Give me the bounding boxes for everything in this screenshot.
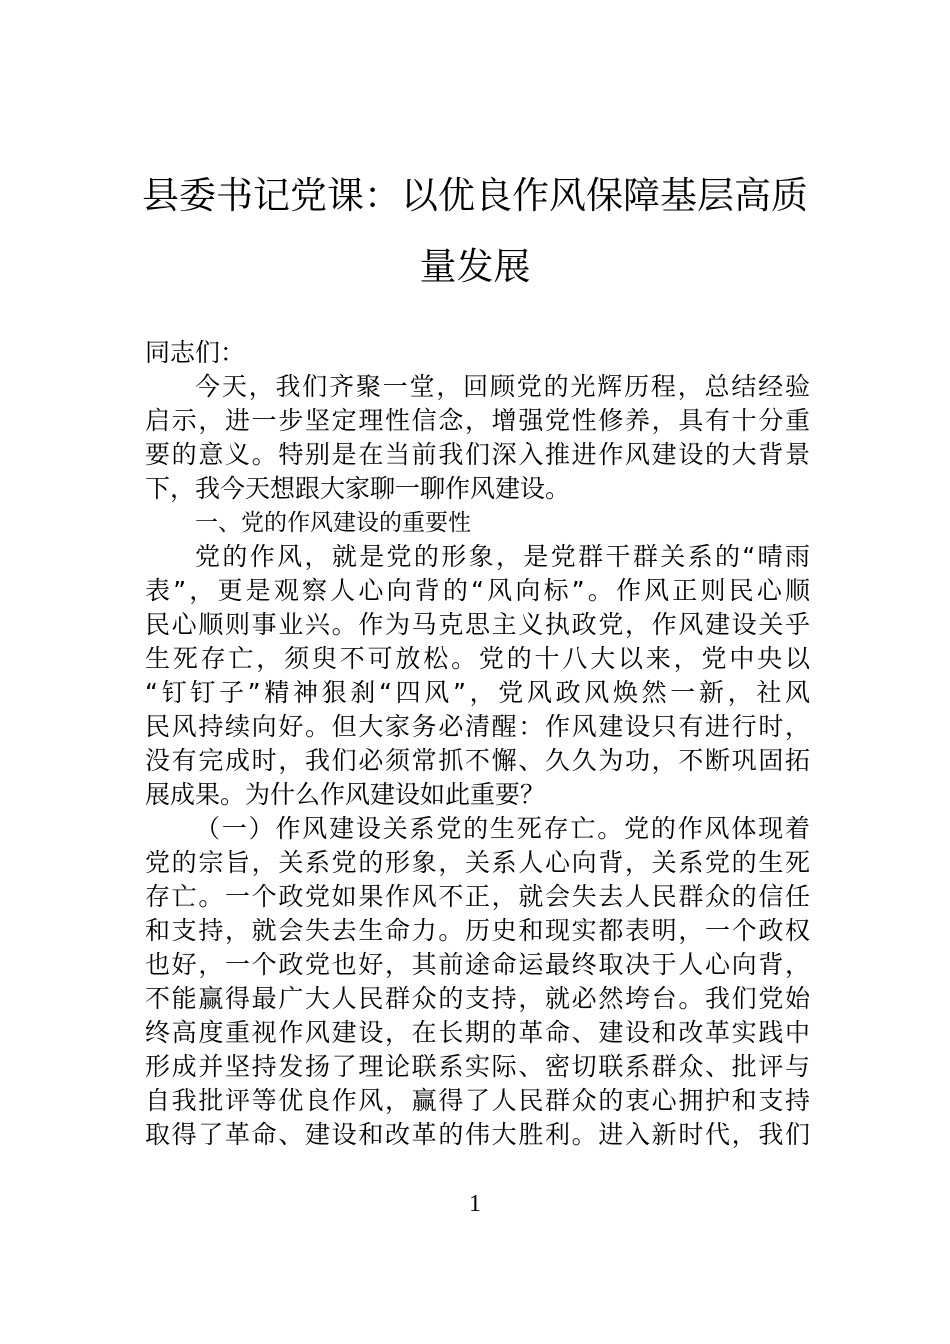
subsection-line: （一）作风建设关系党的生死存亡。党的作风体现着 — [195, 814, 810, 843]
paragraph-line: 今天，我们齐聚一堂，回顾党的光辉历程，总结经验 — [195, 372, 810, 401]
paragraph-line: 终高度重视作风建设，在长期的革命、建设和改革实践中 — [145, 1018, 810, 1047]
paragraph-line: 也好，一个政党也好，其前途命运最终取决于人心向背， — [145, 950, 810, 979]
paragraph-line: 民心顺则事业兴。作为马克思主义执政党，作风建设关乎 — [145, 610, 810, 639]
paragraph-line: 党的宗旨，关系党的形象，关系人心向背，关系党的生死 — [145, 848, 810, 877]
paragraph-line: 和支持，就会失去生命力。历史和现实都表明，一个政权 — [145, 916, 810, 945]
paragraph-line: 下，我今天想跟大家聊一聊作风建设。 — [145, 474, 571, 503]
paragraph-line: 形成并坚持发扬了理论联系实际、密切联系群众、批评与 — [145, 1052, 810, 1081]
document-body — [145, 336, 810, 1152]
paragraph-line: 启示，进一步坚定理性信念，增强党性修养，具有十分重 — [145, 406, 810, 435]
page-number: 1 — [469, 1191, 481, 1217]
document-title-line-2: 量发展 — [419, 245, 531, 288]
paragraph-line: 没有完成时，我们必须常抓不懈、久久为功，不断巩固拓 — [145, 746, 810, 775]
paragraph-line: 取得了革命、建设和改革的伟大胜利。进入新时代，我们 — [145, 1120, 810, 1149]
paragraph-line: 自我批评等优良作风，赢得了人民群众的衷心拥护和支持 — [145, 1086, 810, 1115]
paragraph-line: 展成果。为什么作风建设如此重要？ — [145, 780, 546, 809]
paragraph-line: 不能赢得最广大人民群众的支持，就必然垮台。我们党始 — [145, 984, 810, 1013]
paragraph-line: 要的意义。特别是在当前我们深入推进作风建设的大背景 — [145, 440, 810, 469]
paragraph-line: 党的作风，就是党的形象，是党群干群关系的“晴雨 — [195, 542, 810, 571]
paragraph-line: 表”，更是观察人心向背的“风向标”。作风正则民心顺 — [145, 576, 810, 605]
paragraph-line: “钉钉子”精神狠刹“四风”，党风政风焕然一新，社风 — [145, 678, 810, 707]
section-heading: 一、党的作风建设的重要性 — [195, 510, 471, 536]
paragraph-line: 存亡。一个政党如果作风不正，就会失去人民群众的信任 — [145, 882, 810, 911]
paragraph-line: 民风持续向好。但大家务必清醒：作风建设只有进行时， — [145, 712, 810, 741]
document-title-line-1: 县委书记党课：以优良作风保障基层高质 — [142, 174, 808, 217]
paragraph-line: 生死存亡，须臾不可放松。党的十八大以来，党中央以 — [145, 644, 810, 673]
greeting: 同志们： — [145, 338, 246, 367]
